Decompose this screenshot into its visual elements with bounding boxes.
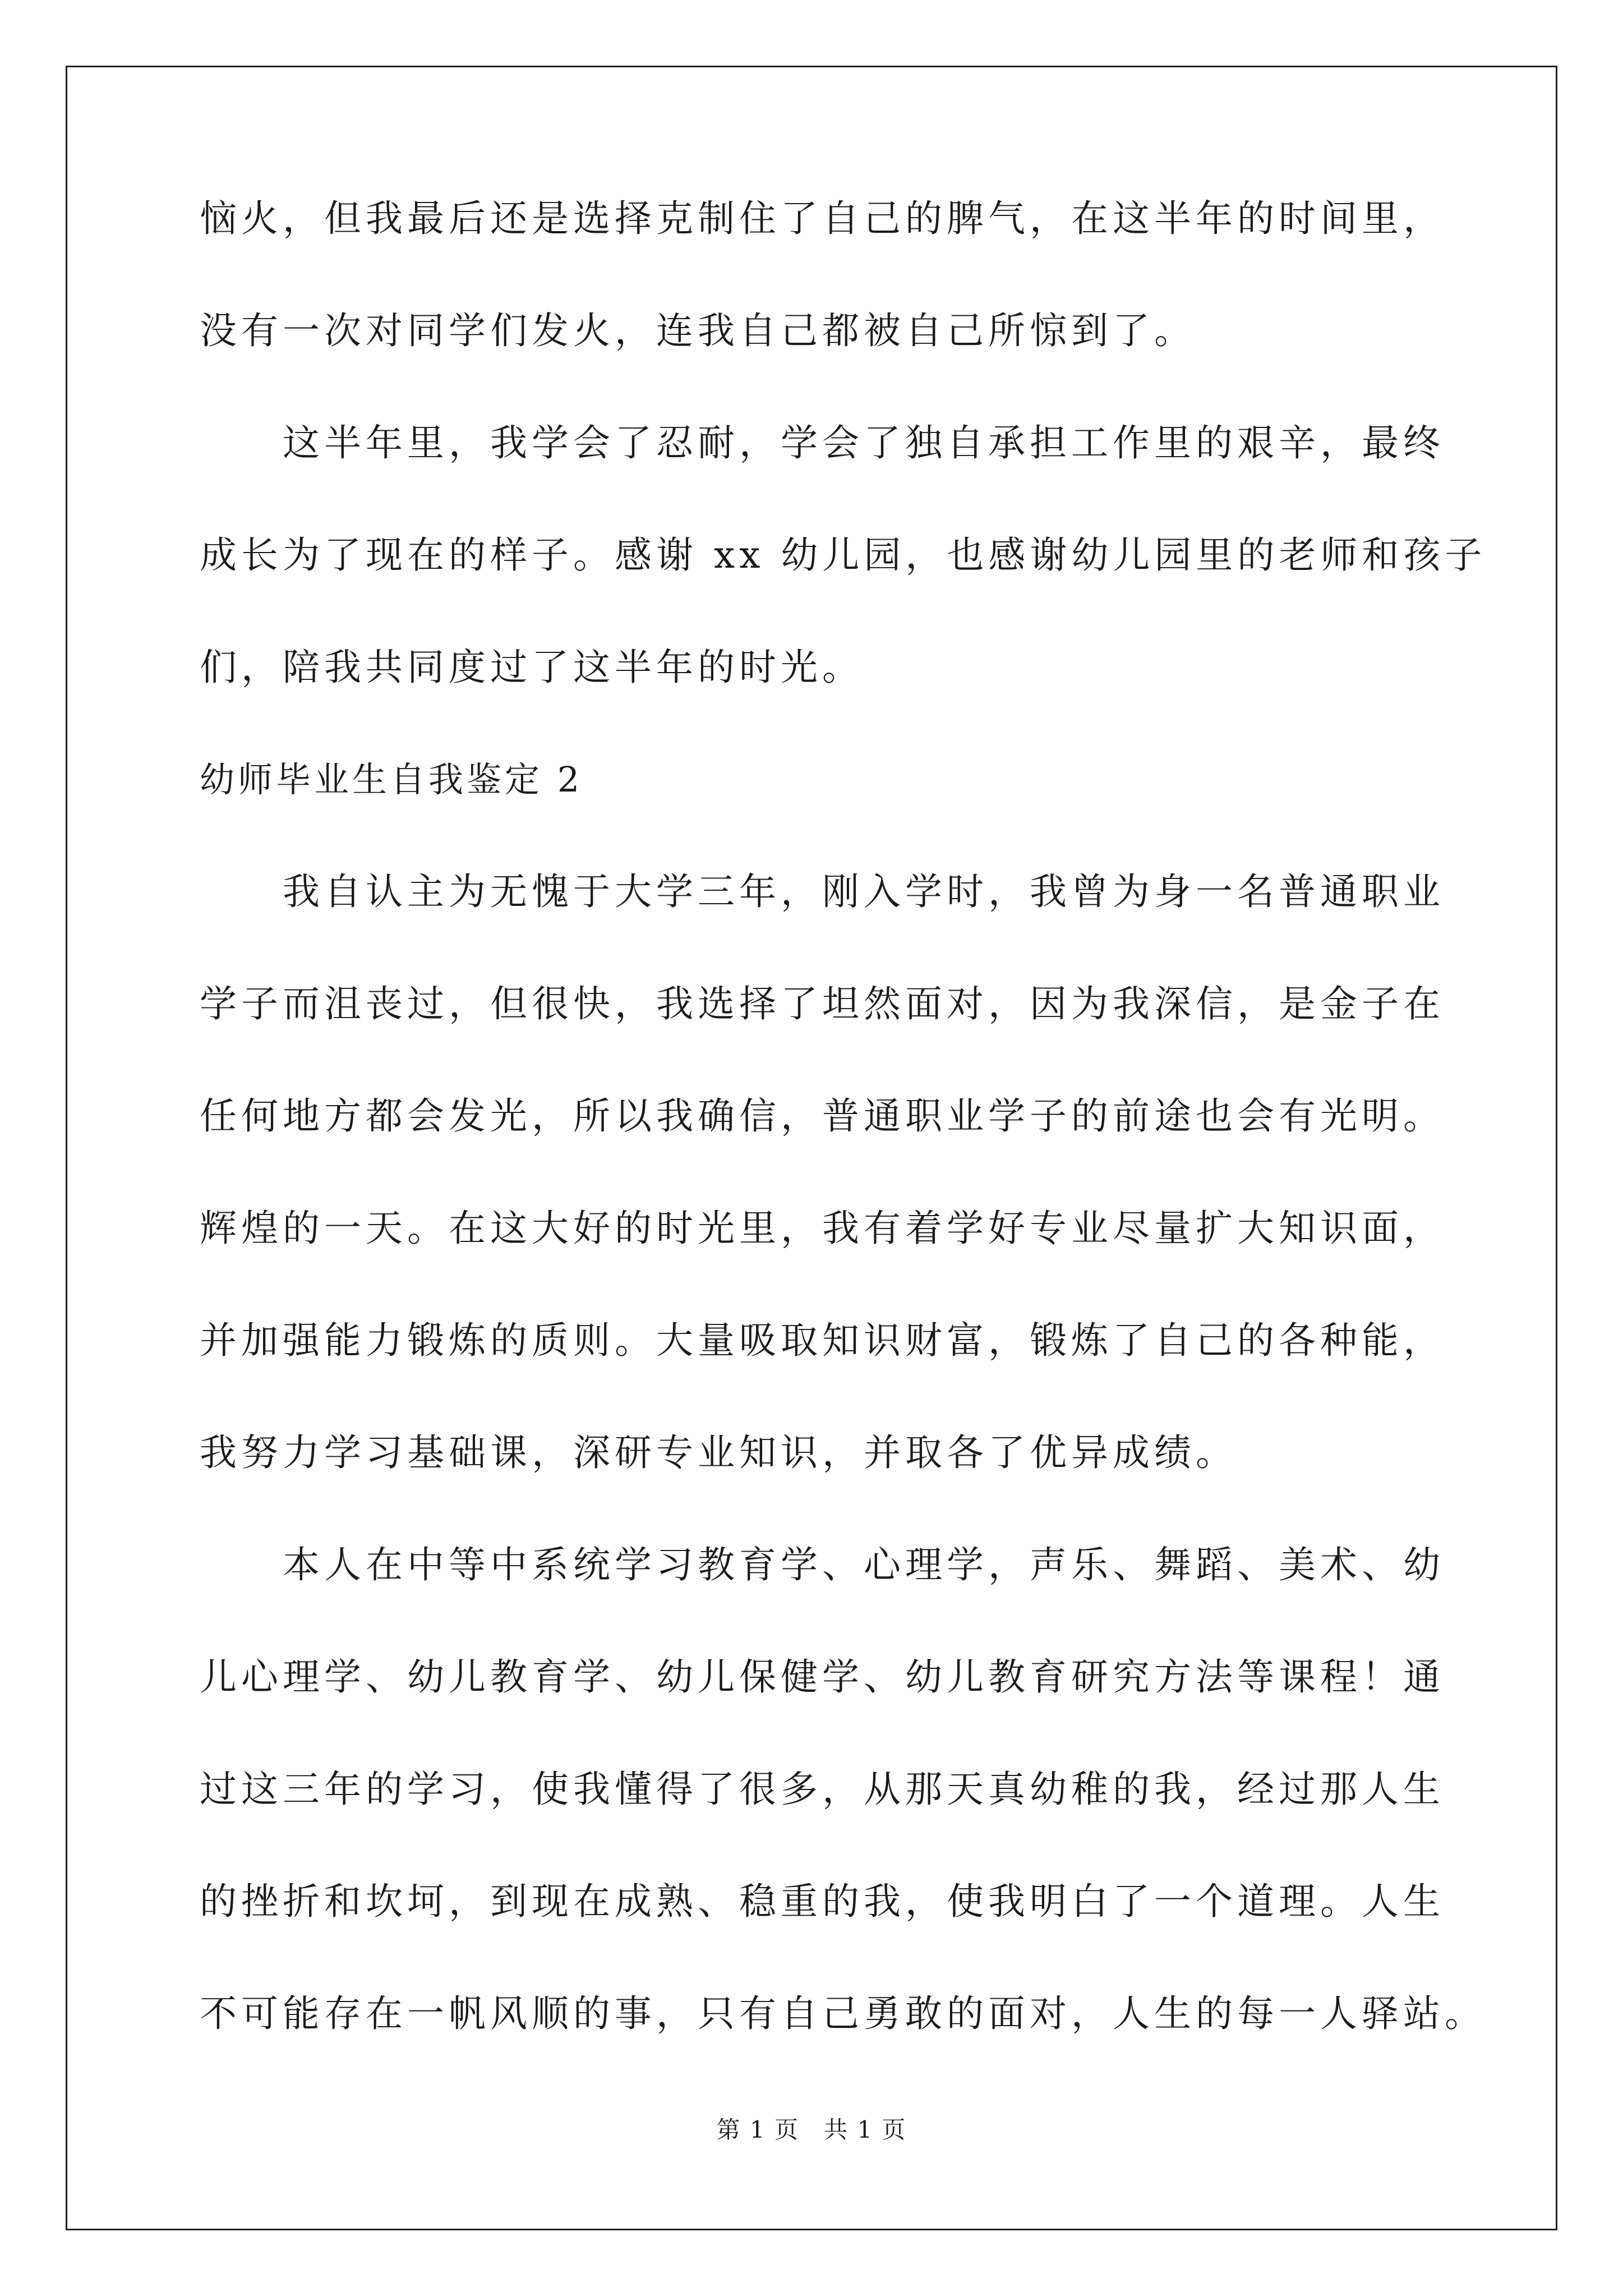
text-line-13: 本人在中等中系统学习教育学、心理学，声乐、舞蹈、美术、幼	[283, 1543, 1445, 1586]
text-line-7: 我自认主为无愧于大学三年，刚入学时，我曾为身一名普通职业	[283, 870, 1445, 913]
text-line-8: 学子而沮丧过，但很快，我选择了坦然面对，因为我深信，是金子在	[200, 982, 1445, 1025]
text-line-2: 没有一次对同学们发火，连我自己都被自己所惊到了。	[200, 309, 1196, 352]
text-line-3: 这半年里，我学会了忍耐，学会了独自承担工作里的艰辛，最终	[283, 421, 1445, 464]
text-line-15: 过这三年的学习，使我懂得了很多，从那天真幼稚的我，经过那人生	[200, 1768, 1445, 1811]
text-line-14: 儿心理学、幼儿教育学、幼儿保健学、幼儿教育研究方法等课程！通	[200, 1655, 1445, 1699]
text-line-9: 任何地方都会发光，所以我确信，普通职业学子的前途也会有光明。	[200, 1094, 1445, 1138]
text-line-5: 们，陪我共同度过了这半年的时光。	[200, 646, 864, 689]
text-line-17: 不可能存在一帆风顺的事，只有自己勇敢的面对，人生的每一人驿站。	[200, 1992, 1486, 2035]
section-heading: 幼师毕业生自我鉴定 2	[200, 759, 583, 800]
page-footer: 第 1 页 共 1 页	[716, 2116, 907, 2143]
text-line-11: 并加强能力锻炼的质则。大量吸取知识财富，锻炼了自己的各种能，	[200, 1319, 1445, 1362]
text-line-16: 的挫折和坎坷，到现在成熟、稳重的我，使我明白了一个道理。人生	[200, 1880, 1445, 1923]
text-line-4: 成长为了现在的样子。感谢 xx 幼儿园，也感谢幼儿园里的老师和孩子	[200, 533, 1487, 577]
document-body	[200, 196, 1487, 2104]
text-line-1: 恼火，但我最后还是选择克制住了自己的脾气，在这半年的时间里，	[200, 197, 1445, 240]
text-line-10: 辉煌的一天。在这大好的时光里，我有着学好专业尽量扩大知识面，	[200, 1207, 1445, 1250]
text-line-12: 我努力学习基础课，深研专业知识，并取各了优异成绩。	[200, 1431, 1237, 1474]
